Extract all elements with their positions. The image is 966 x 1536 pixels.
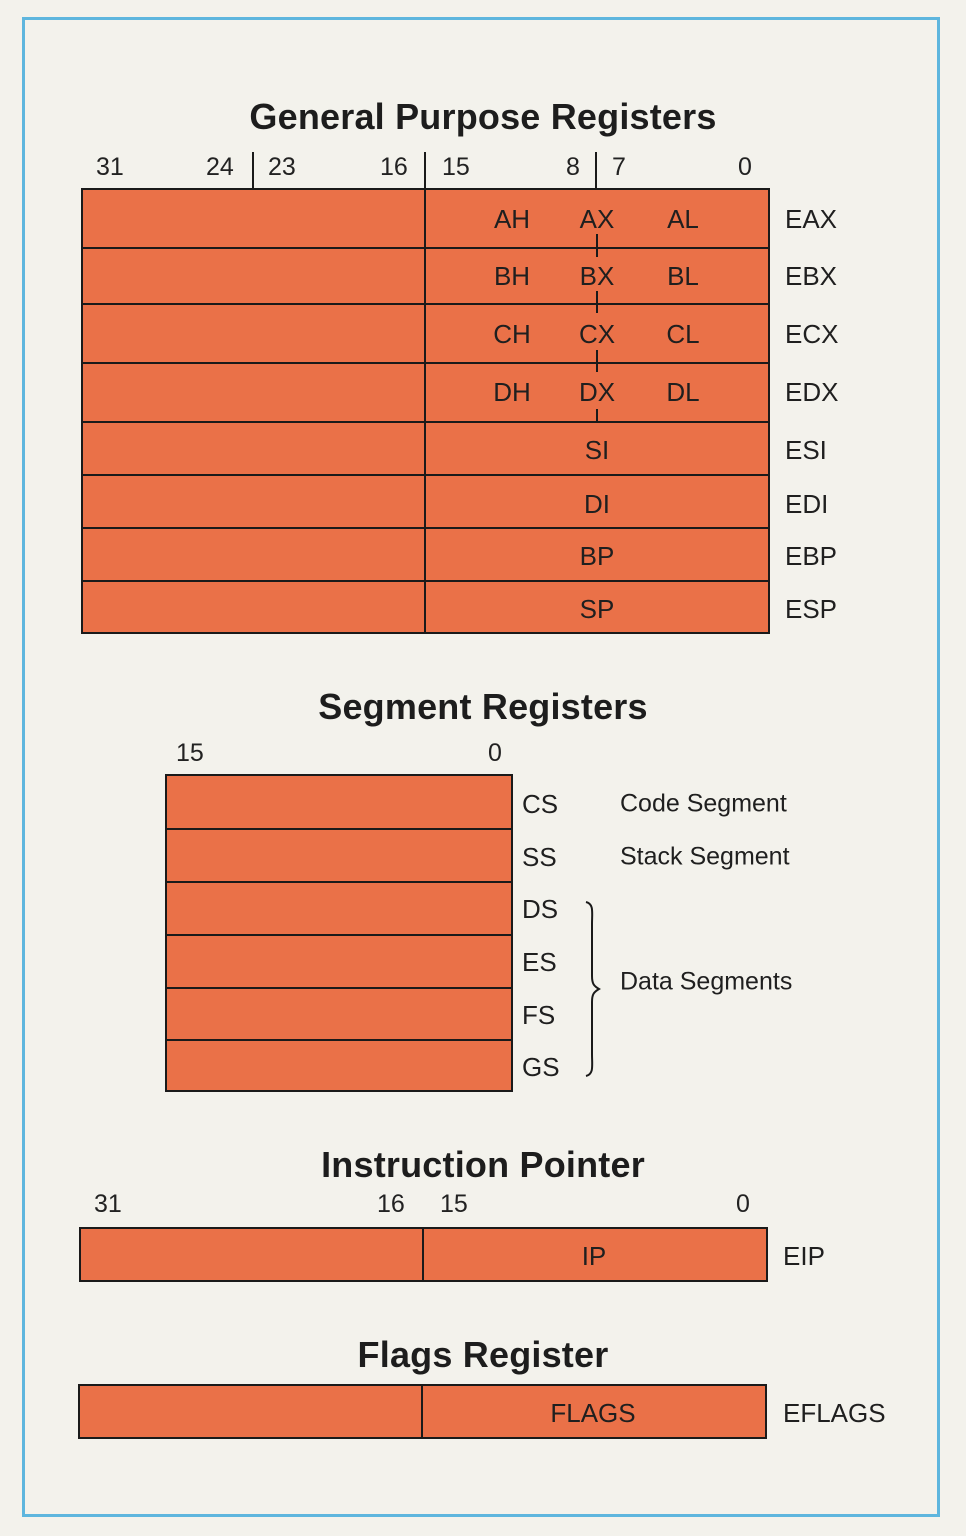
bit-label-31: 31 (96, 153, 124, 181)
ip-bit-0: 0 (736, 1190, 750, 1218)
row-divider (167, 987, 511, 989)
seg-gs: GS (522, 1052, 560, 1082)
bit16-divider (422, 1229, 424, 1280)
reg-eax: EAX (785, 204, 838, 234)
reg-eflags: EFLAGS (783, 1398, 886, 1428)
reg-dx: DX (578, 377, 616, 407)
ip-bit-16: 16 (377, 1190, 405, 1218)
flags-register-title: Flags Register (357, 1334, 609, 1375)
reg-esi: ESI (785, 435, 827, 465)
seg-ss: SS (522, 842, 557, 872)
bit16-divider (424, 190, 426, 632)
seg-bit-15: 15 (176, 739, 204, 767)
reg-edx: EDX (785, 377, 839, 407)
byte-split-tick (596, 350, 598, 362)
seg-es: ES (522, 947, 557, 977)
reg-bp: BP (579, 541, 615, 571)
reg-al: AL (667, 204, 699, 234)
bit-tick-16-15 (424, 152, 426, 192)
byte-split-tick (596, 362, 598, 372)
reg-ebx: EBX (785, 261, 838, 291)
reg-ax: AX (579, 204, 615, 234)
general-register-block (81, 188, 770, 634)
desc-data-segments: Data Segments (620, 967, 793, 996)
reg-dh: DH (493, 377, 531, 407)
bit-label-15: 15 (442, 153, 470, 181)
reg-ch: CH (493, 319, 531, 349)
reg-si: SI (584, 435, 610, 465)
reg-edi: EDI (785, 489, 829, 519)
bit16-divider (421, 1386, 423, 1437)
instruction-pointer-title: Instruction Pointer (321, 1144, 645, 1185)
bit-label-24: 24 (206, 153, 234, 181)
reg-cx: CX (578, 319, 616, 349)
reg-ah: AH (493, 204, 531, 234)
bit-label-7: 7 (612, 153, 626, 181)
reg-dl: DL (666, 377, 700, 407)
seg-bit-0: 0 (488, 739, 502, 767)
byte-split-tick (596, 234, 598, 247)
reg-bx: BX (579, 261, 615, 291)
byte-split-tick (596, 409, 598, 421)
ip-bit-31: 31 (94, 1190, 122, 1218)
data-segments-brace (580, 900, 604, 1078)
row-divider (167, 828, 511, 830)
bit-label-23: 23 (268, 153, 296, 181)
reg-bl: BL (667, 261, 699, 291)
flags-register-block (78, 1384, 767, 1439)
reg-eip: EIP (783, 1241, 825, 1271)
bit-label-16: 16 (380, 153, 408, 181)
row-divider (167, 934, 511, 936)
row-divider (167, 881, 511, 883)
reg-ip: IP (581, 1241, 607, 1271)
seg-cs: CS (522, 789, 559, 819)
bit-label-8: 8 (566, 153, 580, 181)
byte-split-tick (596, 303, 598, 313)
reg-esp: ESP (785, 594, 838, 624)
byte-split-tick (596, 247, 598, 257)
seg-fs: FS (522, 1000, 556, 1030)
reg-bh: BH (493, 261, 531, 291)
reg-cl: CL (666, 319, 700, 349)
segment-register-block (165, 774, 513, 1092)
desc-stack-segment: Stack Segment (620, 842, 790, 871)
reg-di: DI (584, 489, 610, 519)
byte-split-tick (596, 291, 598, 303)
reg-sp: SP (579, 594, 615, 624)
seg-ds: DS (522, 894, 559, 924)
reg-flags: FLAGS (550, 1398, 636, 1428)
desc-code-segment: Code Segment (620, 789, 787, 818)
reg-ecx: ECX (785, 319, 839, 349)
general-registers-title: General Purpose Registers (249, 96, 717, 137)
ip-register-block (79, 1227, 768, 1282)
bit-tick-8-7 (595, 152, 597, 192)
segment-registers-title: Segment Registers (318, 686, 648, 727)
ip-bit-15: 15 (440, 1190, 468, 1218)
row-divider (167, 1039, 511, 1041)
bit-label-0: 0 (738, 153, 752, 181)
reg-ebp: EBP (785, 541, 838, 571)
